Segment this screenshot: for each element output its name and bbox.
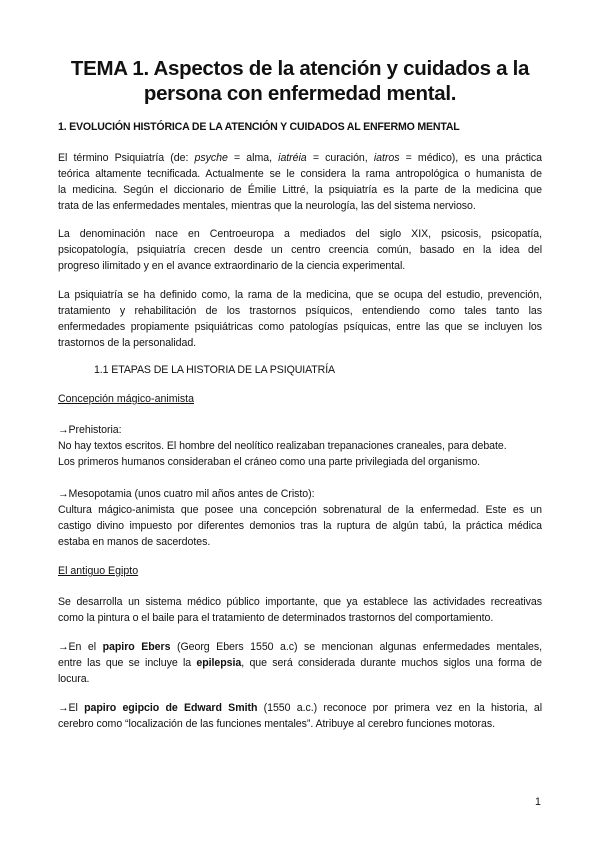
term-iatros: iatros [373, 152, 400, 164]
paragraph-egipto [58, 594, 542, 626]
egipto-line-2: como la pintura o el baile para el tratamiento de determinados trastornos del comportamiento. [58, 612, 494, 624]
egipto-heading: El antiguo Egipto [58, 565, 139, 577]
section-heading: 1. EVOLUCIÓN HISTÓRICA DE LA ATENCIÓN Y CUIDADOS AL ENFERMO MENTAL [58, 121, 460, 133]
subsection-heading: 1.1 ETAPAS DE LA HISTORIA DE LA PSIQUIATRÍA [94, 364, 336, 376]
ebers-line-1 [58, 639, 542, 655]
smith-text-rest: (1550 a.c.) reconoce por primera vez en la historia, al [257, 702, 542, 714]
title-line-1: TEMA 1. Aspectos de la atención y cuidados a la [70, 57, 530, 80]
p3-line-2: tratamiento y rehabilitación de los trastornos psíquicos, entendiendo como tales tanto las [58, 305, 542, 317]
term-iatreia: iatréia [278, 152, 307, 164]
concepcion-heading: Concepción mágico-animista [58, 393, 195, 405]
ebers-line-2 [58, 655, 542, 671]
p1-line-2: teórica altamente tecnificada. Actualmente se le considera la rama antropológica o humanista de [58, 168, 542, 180]
p1-text-b: = alma, [227, 152, 279, 164]
ebers-arrow: →En el [58, 641, 103, 653]
ebers-text-rest: (Georg Ebers 1550 a.c) se mencionan algunas enfermedades mentales, [170, 641, 542, 653]
p1-text-a: El término Psiquiatría (de: [58, 152, 195, 164]
page-number: 1 [535, 796, 541, 808]
ebers-bold-papiro: papiro Ebers [102, 641, 171, 653]
paragraph-prehistoria [58, 422, 542, 470]
p1-text-c: = curación, [306, 152, 374, 164]
mesopotamia-line-3: estaba en manos de sacerdotes. [58, 536, 211, 548]
ebers-text-a: entre las que se incluye la [58, 657, 197, 669]
paragraph-denominacion [58, 226, 542, 274]
ebers-bold-epilepsia: epilepsia [196, 657, 242, 669]
paragraph-mesopotamia [58, 486, 542, 550]
mesopotamia-line-1: Cultura mágico-animista que posee una concepción sobrenatural de la enfermedad. Este es un [58, 504, 542, 516]
mesopotamia-line-2: castigo divino impuesto por diferentes demonios tras la ruptura de algún tabú, la práctica médica [58, 520, 542, 532]
p3-line-3: enfermedades propiamente psiquiátricas como patologías psíquicas, entre las que se incluyen los [58, 321, 542, 333]
paragraph-papiro-ebers [58, 639, 542, 687]
prehistoria-line-1: No hay textos escritos. El hombre del neolítico realizaban trepanaciones craneales, para debate. [58, 440, 507, 452]
smith-bold-papiro: papiro egipcio de Edward Smith [84, 702, 258, 714]
smith-arrow: →El [58, 702, 85, 714]
p3-line-4: trastornos de la personalidad. [58, 337, 197, 349]
mesopotamia-label: →Mesopotamia (unos cuatro mil años antes de Cristo): [58, 488, 315, 500]
paragraph-definicion-rama [58, 287, 542, 351]
p2-line-1: La denominación nace en Centroeuropa a mediados del siglo XIX, psicosis, psicopatía, [58, 228, 542, 240]
p2-line-3: progreso ilimitado y en el avance extraordinario de la ciencia experimental. [58, 260, 406, 272]
ebers-line-3: locura. [58, 673, 90, 685]
smith-line-1 [58, 700, 542, 716]
smith-line-2: cerebro como “localización de las funciones mentales”. Atribuye al cerebro funciones motoras. [58, 718, 495, 730]
p1-line-4: trata de las enfermedades mentales, mientras que la neurología, las del sistema nervioso. [58, 200, 476, 212]
p1-line-3: la medicina. Según el diccionario de Émilie Littré, la psiquiatría es la parte de la medicina que [58, 184, 542, 196]
paragraph-papiro-smith [58, 700, 542, 732]
p3-line-1: La psiquiatría se ha definido como, la rama de la medicina, que se ocupa del estudio, prevención, [58, 289, 542, 301]
ebers-text-b: , que será considerada durante muchos siglos una forma de [241, 657, 542, 669]
term-psyche: psyche [194, 152, 228, 164]
p2-line-2: psicopatología, psiquiatría crecen desde un centro creencia común, basado en la idea del [58, 244, 542, 256]
page-title [40, 56, 560, 106]
p1-line-1 [58, 150, 542, 166]
prehistoria-label: →Prehistoria: [58, 424, 122, 436]
paragraph-psiquiatria-definicion [58, 150, 542, 214]
egipto-line-1: Se desarrolla un sistema médico público importante, que ya establece las actividades recreativas [58, 596, 542, 608]
prehistoria-line-2: Los primeros humanos consideraban el cráneo como una parte privilegiada del organismo. [58, 456, 481, 468]
p1-text-d: = médico), es una práctica [399, 152, 542, 164]
title-line-2: persona con enfermedad mental. [143, 82, 457, 105]
